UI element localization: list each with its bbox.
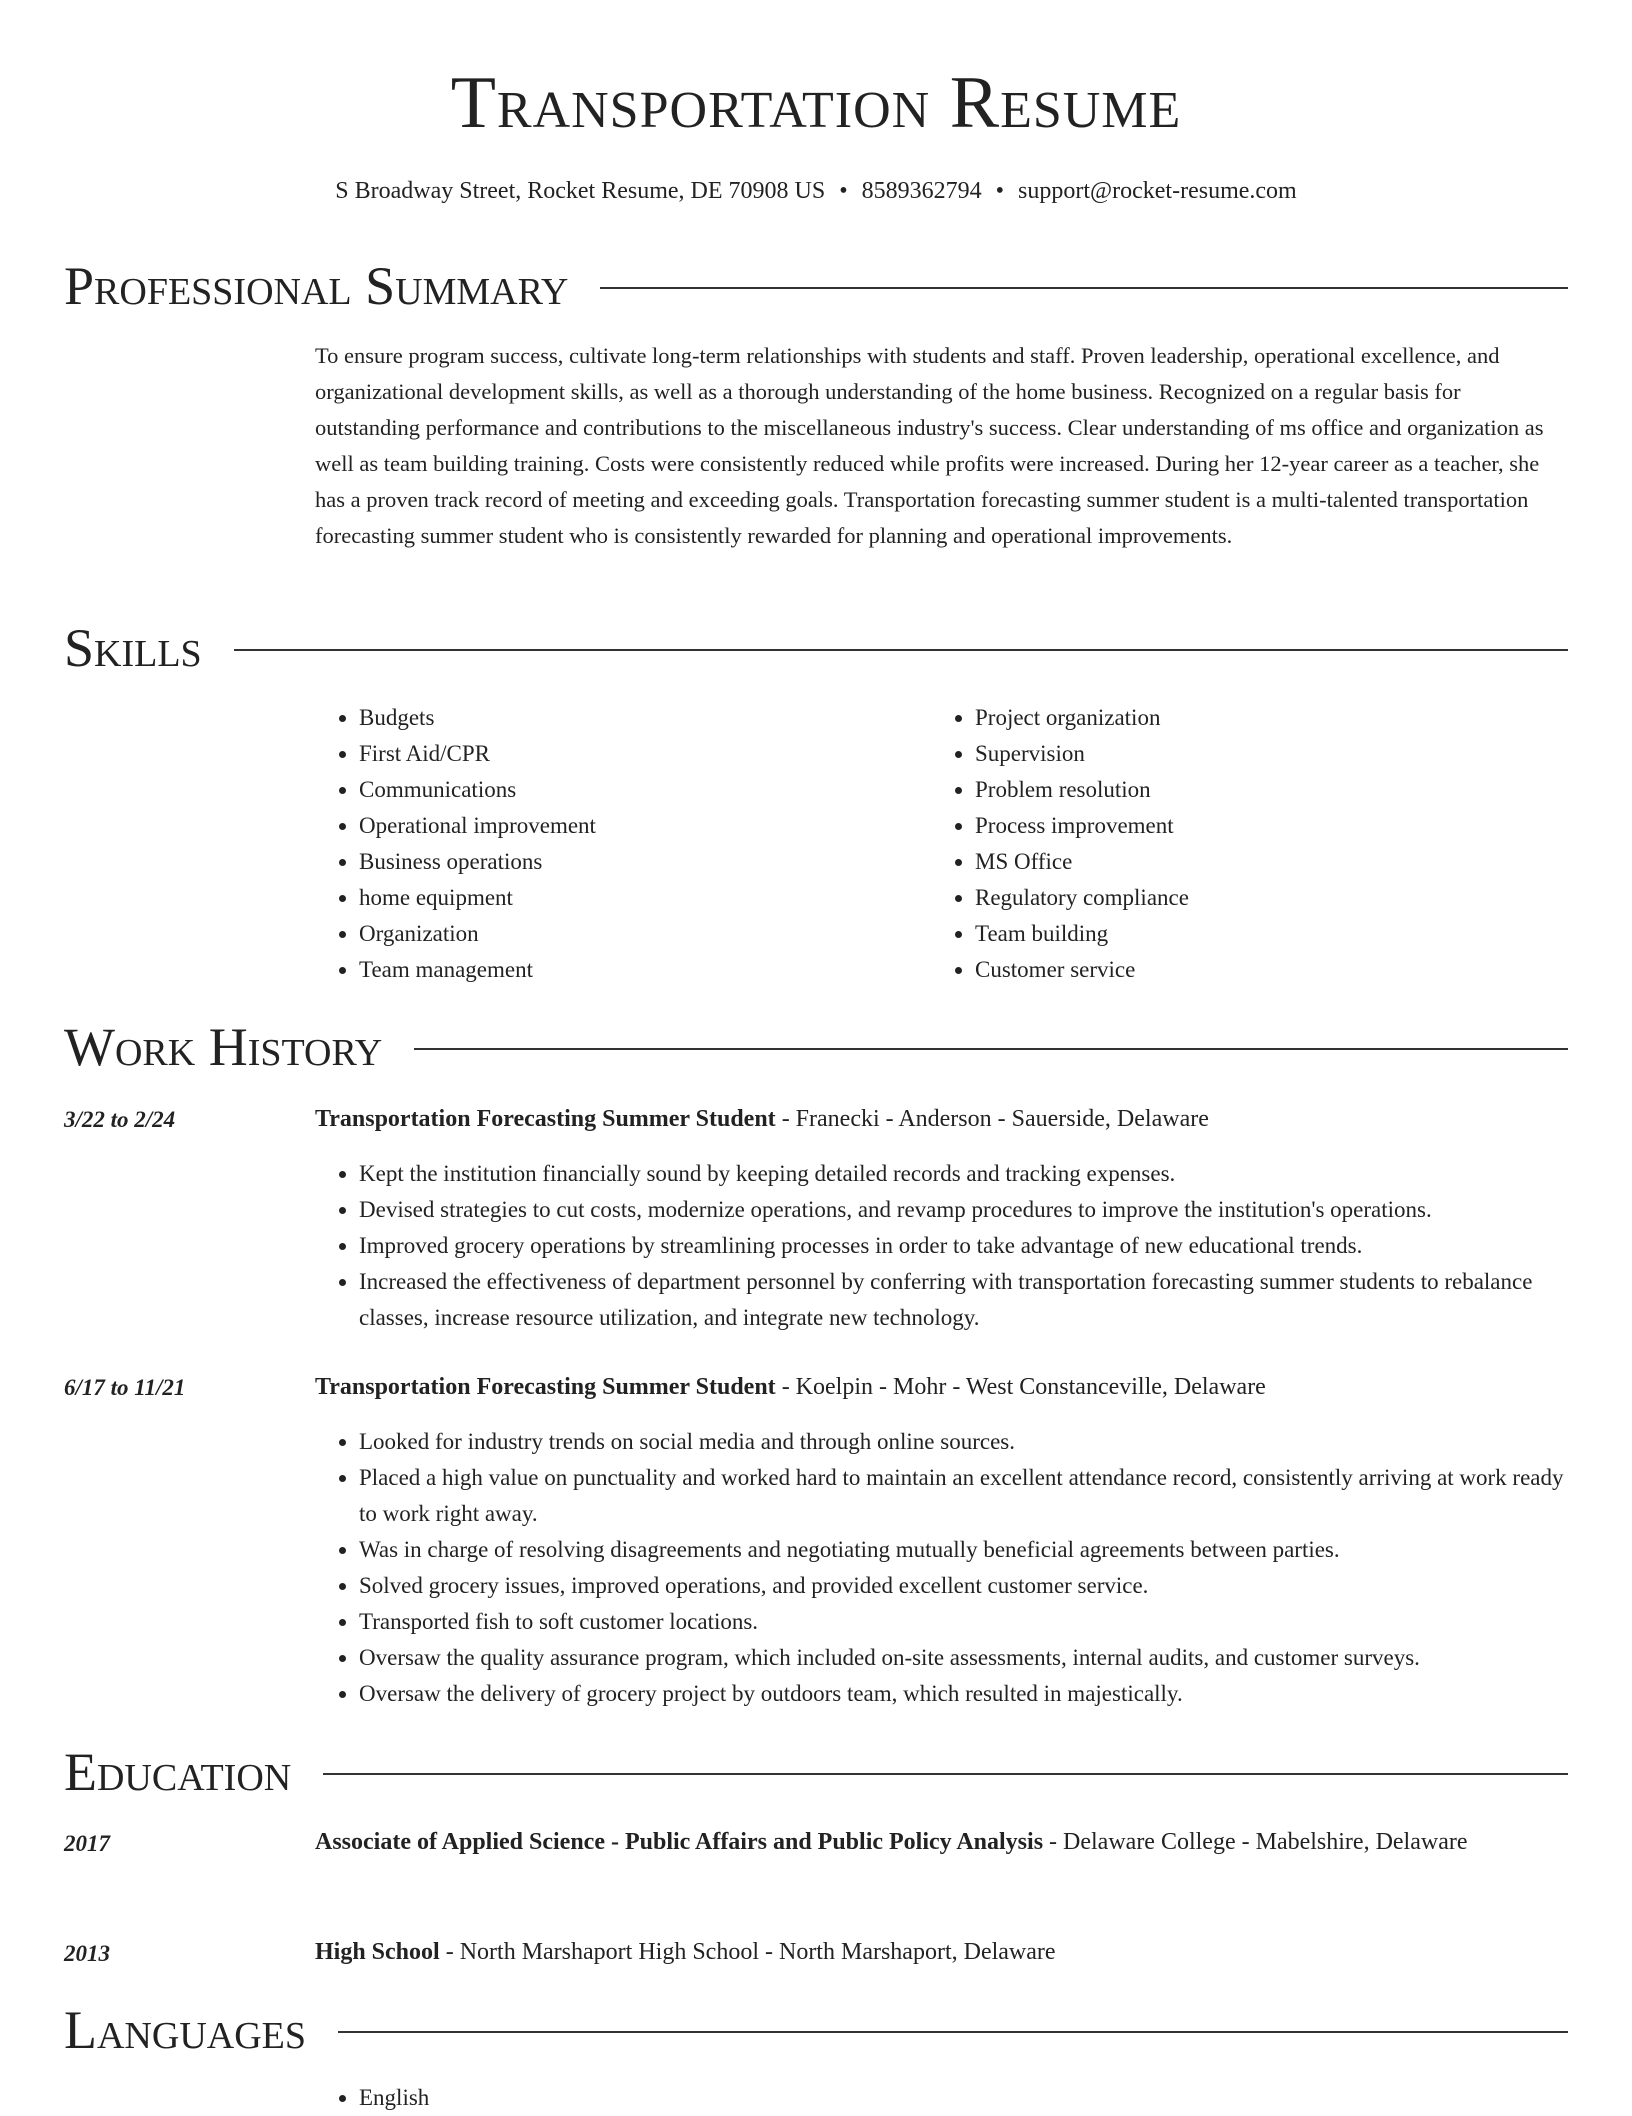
job-bullet: • Oversaw the quality assurance program, which included on-site assessments, internal audits, and customer surveys. — [359, 1640, 1570, 1676]
resume-title: Transportation Resume — [450, 62, 1182, 144]
job-bullet: • Looked for industry trends on social media and through online sources. — [359, 1424, 1570, 1460]
skills-column-left — [315, 700, 875, 988]
job-heading — [315, 1368, 1570, 1406]
job-bullet: • Transported fish to soft customer locations. — [359, 1604, 1570, 1640]
job-bullet: • Improved grocery operations by streamlining processes in order to take advantage of new educational trends. — [359, 1228, 1570, 1264]
skill-item: • Problem resolution — [975, 772, 1491, 808]
skill-item: • Communications — [359, 772, 875, 808]
contact-separator: • — [839, 178, 848, 204]
section-title: Education — [64, 1742, 292, 1802]
skill-item: • First Aid/CPR — [359, 736, 875, 772]
skill-item: • Organization — [359, 916, 875, 952]
contact-line — [0, 174, 1632, 208]
education-year: 2017 — [64, 1831, 110, 1856]
section-divider — [234, 649, 1568, 651]
job-title: Transportation Forecasting Summer Student — [315, 1374, 776, 1400]
summary-text: To ensure program success, cultivate long-term relationships with students and staff. Proven leadership, operational excellence, and organizational development skills, as well as a thorough understanding of the home business. Recognized on a regular basis for outstanding performance and contributions to the miscellaneous industry's success. Clear understanding of ms office and organization as well as team building training. Costs were consistently reduced while profits were increased. During her 12-year career as a teacher, she has a proven track record of meeting and exceeding goals. Transportation forecasting summer student is a multi-talented transportation forecasting summer student who is consistently rewarded for planning and operational improvements. — [315, 343, 1544, 548]
contact-email: support@rocket-resume.com — [1018, 178, 1297, 204]
languages-section-heading — [64, 1998, 1568, 2062]
skill-item: • Budgets — [359, 700, 875, 736]
skill-item: • Supervision — [975, 736, 1491, 772]
skill-item: • Business operations — [359, 844, 875, 880]
education-section-heading — [64, 1740, 1568, 1804]
languages-list — [315, 2080, 1570, 2116]
section-divider — [414, 1048, 1568, 1050]
job-bullets — [315, 1156, 1570, 1336]
education-year: 2013 — [64, 1941, 110, 1966]
school-details: - North Marshaport High School - North Marshaport, Delaware — [439, 1939, 1056, 1965]
section-title: Work History — [64, 1017, 383, 1077]
skill-item: • Team management — [359, 952, 875, 988]
section-divider — [600, 287, 1568, 289]
job-bullet: • Devised strategies to cut costs, modernize operations, and revamp procedures to improve the institution's operations. — [359, 1192, 1570, 1228]
job-bullets — [315, 1424, 1570, 1712]
skills-section-heading — [64, 616, 1568, 680]
skill-item: • home equipment — [359, 880, 875, 916]
job-bullet: • Kept the institution financially sound by keeping detailed records and tracking expenses. — [359, 1156, 1570, 1192]
job-bullet: • Solved grocery issues, improved operations, and provided excellent customer service. — [359, 1568, 1570, 1604]
skill-item: • Operational improvement — [359, 808, 875, 844]
degree-name: Associate of Applied Science - Public Affairs and Public Policy Analysis — [315, 1829, 1044, 1855]
section-divider — [338, 2031, 1568, 2033]
skill-item: • Customer service — [975, 952, 1491, 988]
contact-address: S Broadway Street, Rocket Resume, DE 70908 US — [335, 178, 826, 204]
job-title: Transportation Forecasting Summer Student — [315, 1106, 776, 1132]
section-title: Skills — [64, 618, 202, 678]
summary-section-heading — [64, 254, 1568, 318]
section-title: Languages — [64, 2000, 306, 2060]
job-heading — [315, 1100, 1570, 1138]
contact-separator: • — [995, 178, 1005, 204]
skill-item: • Project organization — [975, 700, 1491, 736]
job-employer: - Franecki - Anderson - Sauerside, Delaware — [775, 1106, 1209, 1132]
degree-name: High School — [315, 1939, 440, 1965]
education-entry — [315, 1823, 1570, 1861]
skill-item: • Team building — [975, 916, 1491, 952]
job-bullet: • Was in charge of resolving disagreements and negotiating mutually beneficial agreements between parties. — [359, 1532, 1570, 1568]
job-bullet: • Oversaw the delivery of grocery project by outdoors team, which resulted in majestically. — [359, 1676, 1570, 1712]
language-item: • English — [359, 2080, 1570, 2116]
job-dates: 6/17 to 11/21 — [64, 1375, 186, 1400]
contact-phone: 8589362794 — [861, 178, 982, 204]
education-entry — [315, 1933, 1570, 1971]
job-bullet: • Placed a high value on punctuality and worked hard to maintain an excellent attendance record, consistently arriving at work ready to work right away. — [359, 1460, 1570, 1532]
section-divider — [323, 1773, 1568, 1775]
job-dates: 3/22 to 2/24 — [64, 1107, 176, 1132]
skill-item: • Process improvement — [975, 808, 1491, 844]
job-bullet: • Increased the effectiveness of department personnel by conferring with transportation forecasting summer students to rebalance classes, increase resource utilization, and integrate new technology. — [359, 1264, 1570, 1336]
skills-column-right — [931, 700, 1491, 988]
skill-item: • Regulatory compliance — [975, 880, 1491, 916]
section-title: Professional Summary — [64, 256, 569, 316]
work-section-heading — [64, 1015, 1568, 1079]
skill-item: • MS Office — [975, 844, 1491, 880]
school-details: - Delaware College - Mabelshire, Delaware — [1043, 1829, 1468, 1855]
job-employer: - Koelpin - Mohr - West Constanceville, Delaware — [775, 1374, 1266, 1400]
